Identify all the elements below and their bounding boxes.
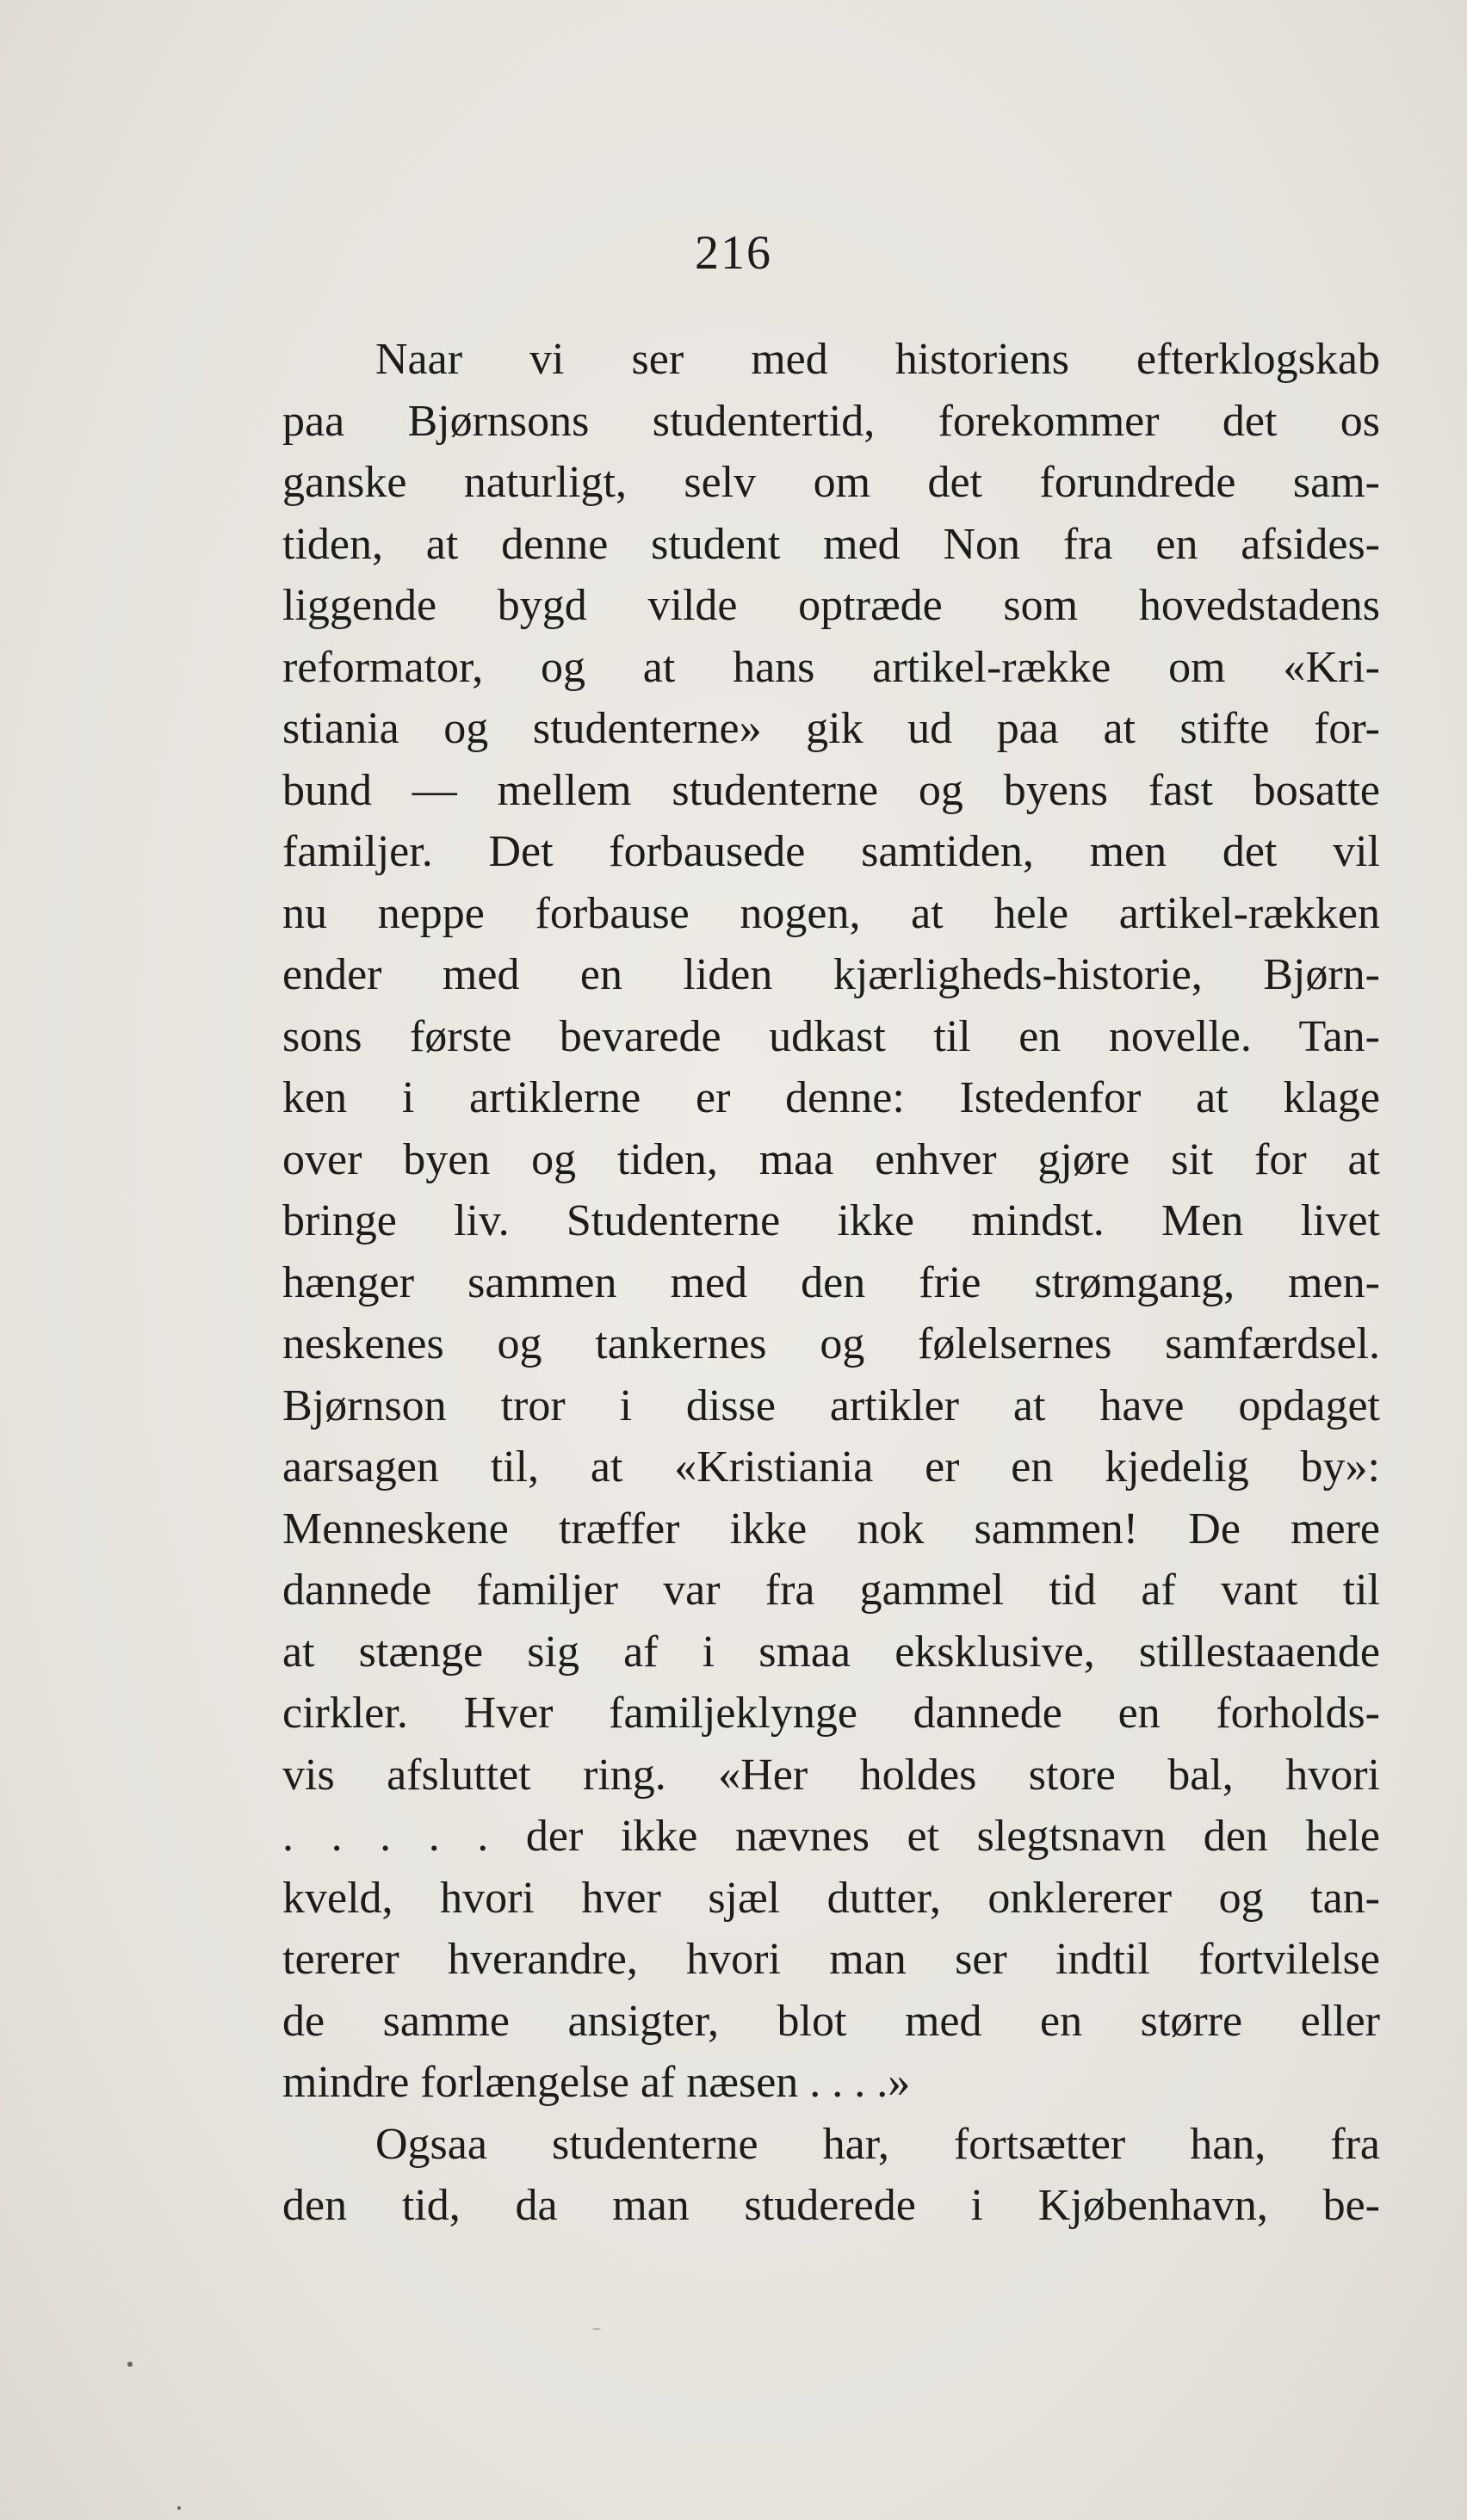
text-line: Naar vi ser med historiens efterklogskab bbox=[375, 335, 1380, 384]
page-number: 216 bbox=[695, 226, 772, 280]
paper-speck bbox=[592, 2328, 601, 2330]
text-line: at stænge sig af i smaa eksklusive, stillestaaende bbox=[282, 1627, 1380, 1677]
text-line: ken i artiklerne er denne: Istedenfor at klage bbox=[282, 1073, 1380, 1122]
text-line: ender med en liden kjærligheds-historie, Bjørn- bbox=[282, 950, 1380, 999]
text-line: paa Bjørnsons studentertid, forekommer det os bbox=[282, 396, 1380, 446]
text-line: ganske naturligt, selv om det forundrede sam- bbox=[282, 458, 1380, 507]
text-line: stiania og studenterne» gik ud paa at stifte for- bbox=[282, 704, 1380, 753]
text-line: cirkler. Hver familjeklynge dannede en forholds- bbox=[282, 1689, 1380, 1738]
text-line: vis afsluttet ring. «Her holdes store bal, hvori bbox=[282, 1750, 1380, 1800]
text-line: . . . . . der ikke nævnes et slegtsnavn den hele bbox=[282, 1812, 1380, 1861]
text-line: tererer hverandre, hvori man ser indtil fortvilelse bbox=[282, 1935, 1380, 1984]
text-line: over byen og tiden, maa enhver gjøre sit for at bbox=[282, 1134, 1380, 1184]
body-text bbox=[282, 329, 1380, 2237]
text-line: Menneskene træffer ikke nok sammen! De mere bbox=[282, 1504, 1380, 1553]
text-line: bringe liv. Studenterne ikke mindst. Men livet bbox=[282, 1196, 1380, 1245]
text-line: familjer. Det forbausede samtiden, men det vil bbox=[282, 827, 1380, 876]
text-line: reformator, og at hans artikel-række om «Kri- bbox=[282, 642, 1380, 692]
text-line: de samme ansigter, blot med en større eller bbox=[282, 1996, 1380, 2046]
paper-speck bbox=[177, 2506, 181, 2510]
text-line: liggende bygd vilde optræde som hovedstadens bbox=[282, 581, 1380, 630]
text-line: mindre forlængelse af næsen . . . .» bbox=[282, 2058, 911, 2107]
text-line: hænger sammen med den frie strømgang, men- bbox=[282, 1257, 1380, 1307]
text-line: Bjørnson tror i disse artikler at have opdaget bbox=[282, 1380, 1380, 1430]
text-line: dannede familjer var fra gammel tid af vant til bbox=[282, 1566, 1380, 1615]
text-line: nu neppe forbause nogen, at hele artikel-rækken bbox=[282, 888, 1380, 938]
text-line: Ogsaa studenterne har, fortsætter han, fra bbox=[375, 2119, 1380, 2169]
text-line: neskenes og tankernes og følelsernes samfærdsel. bbox=[282, 1319, 1380, 1368]
text-line: sons første bevarede udkast til en novelle. Tan- bbox=[282, 1011, 1380, 1061]
text-line: aarsagen til, at «Kristiania er en kjedelig by»: bbox=[282, 1442, 1380, 1492]
text-line: den tid, da man studerede i Kjøbenhavn, be- bbox=[282, 2181, 1380, 2230]
paper-speck bbox=[127, 2362, 133, 2367]
text-line: tiden, at denne student med Non fra en afsides- bbox=[282, 519, 1380, 569]
text-line: bund — mellem studenterne og byens fast bosatte bbox=[282, 765, 1380, 815]
text-line: kveld, hvori hver sjæl dutter, onklererer og tan- bbox=[282, 1873, 1380, 1923]
